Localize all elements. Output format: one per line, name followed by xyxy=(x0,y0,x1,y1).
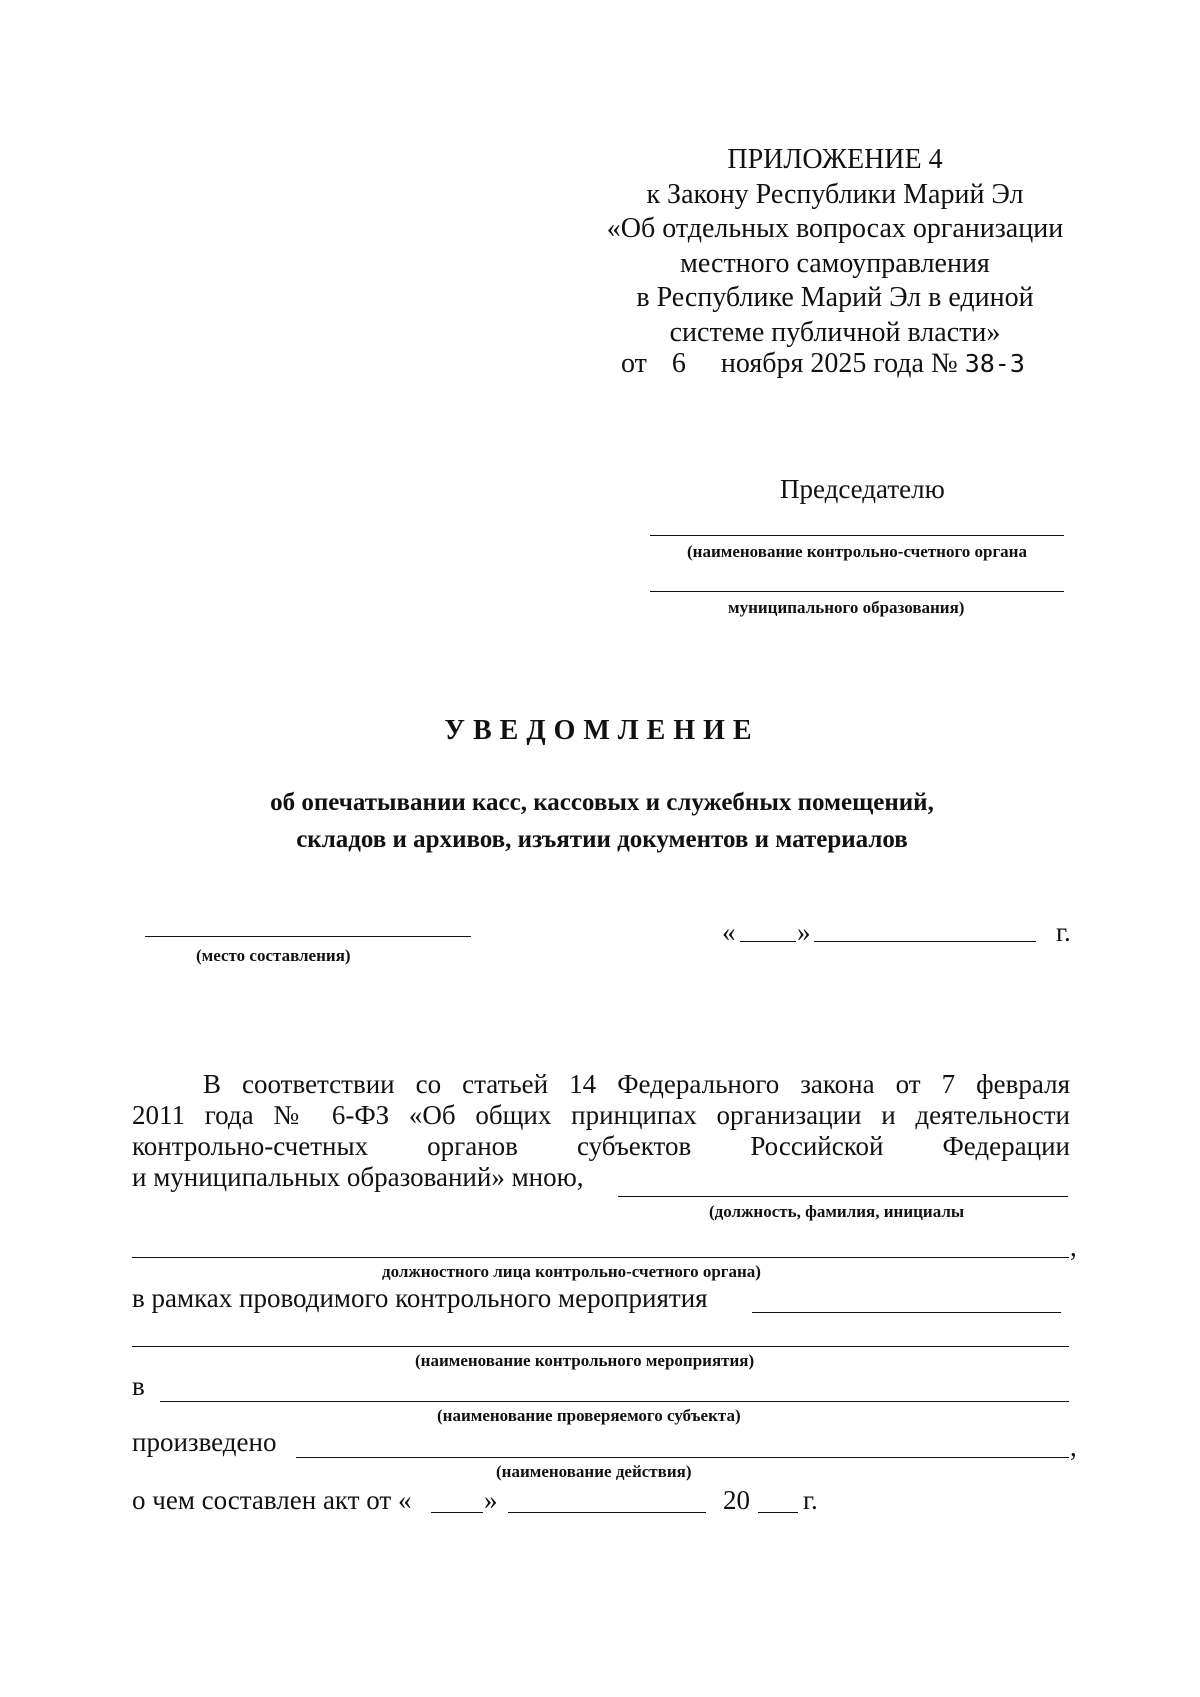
measure-label: в рамках проводимого контрольного мероприятия xyxy=(132,1283,708,1313)
addressee-caption-2: муниципального образования) xyxy=(728,598,965,617)
act-month-line xyxy=(508,1512,706,1513)
measure-caption: (наименование контрольного мероприятия) xyxy=(415,1351,755,1370)
in-label: в xyxy=(132,1371,145,1401)
document-subtitle xyxy=(150,784,1054,858)
body-line-3: контрольно-счетных органов субъектов Российской Федерации xyxy=(132,1131,1070,1161)
appendix-line: местного самоуправления xyxy=(680,247,990,279)
place-caption: (место составления) xyxy=(196,946,351,965)
date-prefix: от xyxy=(621,348,647,379)
act-day-line xyxy=(431,1512,483,1513)
date-quote-close: » xyxy=(797,917,811,947)
date-middle: ноября 2025 года № xyxy=(720,348,958,379)
measure-line-1 xyxy=(752,1312,1061,1313)
action-line xyxy=(296,1457,1069,1458)
document-title: УВЕДОМЛЕНИЕ xyxy=(444,715,760,746)
law-number: 38-З xyxy=(964,349,1025,378)
body-line-2: 2011 года № 6-ФЗ «Об общих принципах организации и деятельности xyxy=(132,1100,1070,1130)
act-quote-close: » xyxy=(484,1485,498,1515)
official-line-2 xyxy=(132,1257,1069,1258)
act-year-prefix: 20 xyxy=(723,1485,750,1515)
action-comma: , xyxy=(1070,1432,1077,1462)
act-label: о чем составлен акт от « xyxy=(132,1485,412,1515)
appendix-line: к Закону Республики Марий Эл xyxy=(646,178,1024,210)
place-line xyxy=(145,936,471,937)
body-line-1: В соответствии со статьей 14 Федерального закона от 7 февраля xyxy=(203,1069,1070,1099)
appendix-date-line xyxy=(621,347,1025,382)
official-caption-2: должностного лица контрольно-счетного органа) xyxy=(382,1262,761,1281)
official-caption-1: (должность, фамилия, инициалы xyxy=(709,1202,965,1221)
measure-line-2 xyxy=(132,1346,1069,1347)
body-line-4: и муниципальных образований» мною, xyxy=(132,1162,584,1192)
date-day-line xyxy=(740,941,796,942)
subtitle-line-1: об опечатывании касс, кассовых и служебных помещений, xyxy=(270,789,934,816)
date-year-suffix: г. xyxy=(1056,917,1071,947)
act-year-line xyxy=(758,1512,798,1513)
date-quote-open: « xyxy=(722,917,736,947)
subject-line xyxy=(160,1401,1069,1402)
addressee-caption-1: (наименование контрольно-счетного органа xyxy=(687,542,1027,561)
performed-label: произведено xyxy=(132,1427,277,1457)
official-comma: , xyxy=(1070,1232,1077,1262)
date-day: 6 xyxy=(671,348,686,379)
date-month-line xyxy=(814,941,1036,942)
appendix-line: в Республике Марий Эл в единой xyxy=(636,282,1034,313)
appendix-line: «Об отдельных вопросах организации xyxy=(606,213,1064,244)
addressee-line-1 xyxy=(650,535,1064,536)
appendix-line: системе публичной власти» xyxy=(669,316,1001,348)
subtitle-line-2: складов и архивов, изъятии документов и материалов xyxy=(296,826,908,853)
subject-caption: (наименование проверяемого субъекта) xyxy=(437,1406,741,1425)
addressee-line-2 xyxy=(650,591,1064,592)
appendix-title: ПРИЛОЖЕНИЕ 4 xyxy=(727,144,943,175)
addressee-label: Председателю xyxy=(780,474,945,504)
action-caption: (наименование действия) xyxy=(496,1462,692,1481)
official-line-1 xyxy=(618,1196,1068,1197)
appendix-block xyxy=(560,143,1110,350)
act-year-suffix: г. xyxy=(803,1485,818,1515)
